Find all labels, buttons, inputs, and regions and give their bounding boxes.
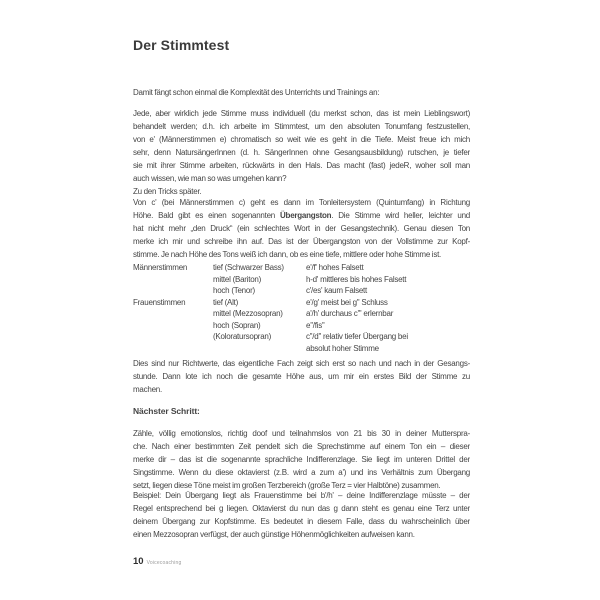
cell-register: mittel (Bariton) [213,274,262,284]
cell-register: hoch (Tenor) [213,286,255,295]
text-line: hat nicht mehr „den Druck“ (ein schlechtes Wort in der Gesangstechnik). Genau diesen Ton [133,224,470,233]
text-line: einen Mezzosopran verfügst, der auch günstige Höhenmöglichkeiten aufweisen kann. [133,530,415,539]
page-number: 10 [133,556,144,567]
cell-voice-group [133,285,213,297]
text-line: deinem Übergang zur Kopfstimme. Es bedeutet in diesem Falle, dass du wahrscheinlich über [133,517,470,526]
table-row [133,274,470,286]
paragraph-stimmtest [133,107,470,198]
page-footer [133,556,181,567]
cell-voice-group [133,308,213,320]
bold-term: Übergangston [280,211,332,220]
intro-paragraph [133,86,470,99]
text-line: merke dir – das ist die sogenannte sprachliche Indifferenzlage. Sie liegt im unteren Drittel der [133,455,470,464]
cell-note: e'/g' meist bei g'' Schluss [306,297,388,307]
text-line: Dies sind nur Richtwerte, das eigentliche Fach zeigt sich erst so nach und nach in der Gesangs- [133,359,470,368]
paragraph-richtwerte [133,357,470,396]
text-line: Zähle, völlig emotionslos, richtig doof und teilnahmslos von 21 bis 30 in deiner Mutterspra- [133,429,470,438]
text-line: Beispiel: Dein Übergang liegt als Frauenstimme bei b'/h' – deine Indifferenzlage müsste – der [133,491,470,500]
page-title: Der Stimmtest [133,37,230,53]
voice-range-table [133,262,470,354]
text-line [133,209,470,222]
text-line: machen. [133,385,162,394]
section-heading-naechster-schritt: Nächster Schritt: [133,406,200,416]
text-line: setzt, liegen diese Töne meist im großen Terzbereich (große Terz = vier Halbtöne) zusammen. [133,481,441,490]
text-segment: . Die Stimme wird heller, leichter und [331,211,470,220]
table-row [133,308,470,320]
text-line: sie mit ihrer Stimme arbeiten, rückwärts in den Hals. Das macht (fast) jedeR, woher soll man [133,161,470,170]
text-line: sehr, denn NatursängerInnen (d. h. SängerInnen ohne Gesangsausbildung) rutschen, je tiefer [133,148,470,157]
cell-register: (Koloratursopran) [213,332,271,341]
table-row [133,285,470,297]
text-line: von e' (Männerstimmen e) chromatisch so weit wie es geht in die Tiefe. Meist freue ich mich [133,135,470,144]
text-line: Singstimme. Wenn du diese oktavierst (z.B. wird a zum a') und ins Verhältnis zum Übergang [133,468,470,477]
paragraph-uebergangston [133,196,470,261]
cell-voice-group [133,320,213,332]
cell-register: tief (Alt) [213,297,239,307]
paragraph-zaehle [133,427,470,492]
cell-note: e''/fis'' [306,320,325,330]
text-line: merke ich mir und schreibe ihn auf. Das ist der Übergangston von der Vollstimme zur Kopf- [133,237,470,246]
cell-note: c''/d'' relativ tiefer Übergang bei [306,332,408,341]
text-line: che. Nach einer bestimmten Zeit pendelt sich die Sprechstimme auf einem Ton ein – dieser [133,442,470,451]
text-line: Von c' (bei Männerstimmen c) geht es dann im Tonleitersystem (Quintumfang) in Richtung [133,198,470,207]
cell-register: hoch (Sopran) [213,320,261,330]
cell-note: h-d' mittleres bis hohes Falsett [306,274,407,284]
table-row [133,262,470,274]
cell-voice-group [133,343,213,355]
text-line: Zu den Tricks später. [133,187,202,196]
cell-note: e'/f' hohes Falsett [306,263,364,272]
text-line: Damit fängt schon einmal die Komplexität des Unterrichts und Trainings an: [133,88,380,97]
text-line: Jede, aber wirklich jede Stimme muss individuell (du merkst schon, das ist mein Lieblingswort) [133,109,470,118]
cell-register [213,343,306,355]
table-row [133,320,470,332]
cell-voice-group [133,274,213,286]
text-segment: Höhe. Bald gibt es einen sogenannten [133,211,281,220]
cell-voice-group: Frauenstimmen [133,297,186,307]
table-row [133,343,470,355]
table-row [133,331,470,343]
cell-voice-group: Männerstimmen [133,263,188,272]
cell-register: mittel (Mezzosopran) [213,309,283,318]
footer-imprint: Voicecoaching [146,560,182,566]
text-line: behandelt werden; d.h. ich arbeite im Stimmtest, um den absoluten Tonumfang festzustellen, [133,122,470,131]
paragraph-beispiel [133,489,470,541]
cell-note: a'/h' durchaus c''' erlernbar [306,309,394,318]
text-line: stunde. Dann lote ich noch die gesamte Höhe aus, um mir ein erstes Bild der Stimme zu [133,372,470,381]
cell-note: absolut hoher Stimme [306,343,379,353]
text-line: stimme. Je nach Höhe des Tons weiß ich dann, ob es eine tiefe, mittlere oder hohe Stimme ist. [133,250,442,259]
text-line: Regel entsprechend bei g liegen. Oktavierst du nun das g dann steht es genau eine Terz unter [133,504,470,513]
table-row [133,297,470,309]
cell-voice-group [133,331,213,343]
text-line: auch wissen, wie man so was umgehen kann? [133,174,287,183]
cell-note: c'/es' kaum Falsett [306,286,367,295]
cell-register: tief (Schwarzer Bass) [213,263,284,272]
